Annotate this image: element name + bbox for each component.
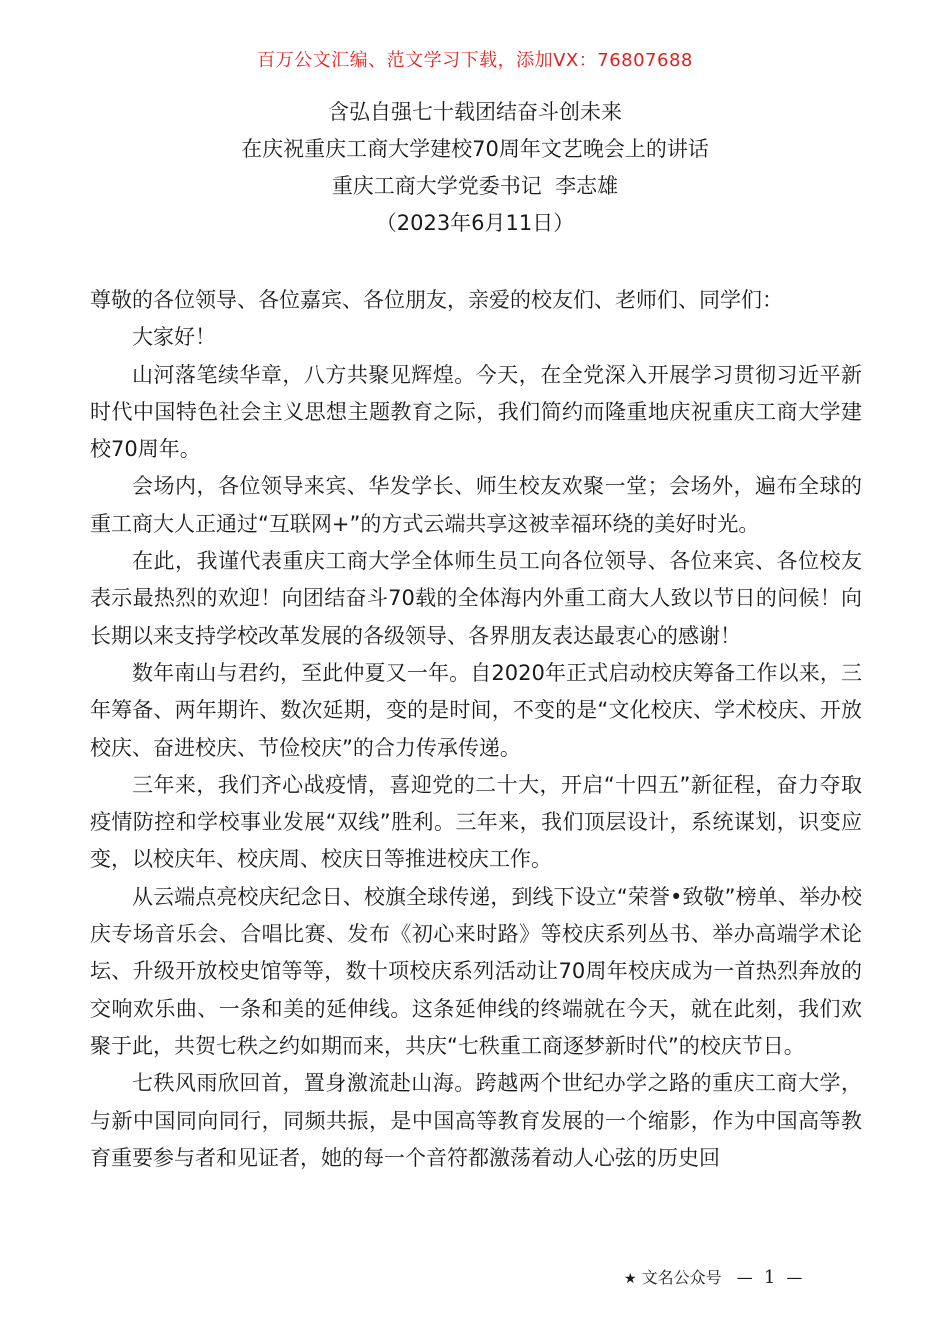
paragraph: 从云端点亮校庆纪念日、校旗全球传递，到线下设立“荣誉•致敬”榜单、举办校庆专场音乐会、合唱比赛、发布《初心来时路》等校庆系列丛书、举办高端学术论坛、升级开放校史馆等等，数十项校庆系列活动让70周年校庆成为一首热烈奔放的交响欢乐曲、一条和美的延伸线。这条延伸线的终端就在今天，就在此刻，我们欢聚于此，共贺七秩之约如期而来，共庆“七秩重工商逐梦新时代”的校庆节日。 xyxy=(90,884,862,1058)
speech-subtitle: 在庆祝重庆工商大学建校70周年文艺晚会上的讲话 xyxy=(241,137,709,161)
paragraph: 数年南山与君约，至此仲夏又一年。自2020年正式启动校庆筹备工作以来，三年筹备、两年期许、数次延期，变的是时间，不变的是“文化校庆、学术校庆、开放校庆、奋进校庆、节俭校庆”的合力传承传递。 xyxy=(90,660,862,760)
paragraph: 山河落笔续华章，八方共聚见辉煌。今天，在全党深入开展学习贯彻习近平新时代中国特色社会主义思想主题教育之际，我们简约而隆重地庆祝重庆工商大学建校70周年。 xyxy=(90,362,862,462)
speech-date: （2023年6月11日） xyxy=(375,211,575,235)
paragraph: 会场内，各位领导来宾、华发学长、师生校友欢聚一堂；会场外，遍布全球的重工商大人正通过“互联网+”的方式云端共享这被幸福环绕的美好时光。 xyxy=(90,474,862,536)
paragraph: 三年来，我们齐心战疫情，喜迎党的二十大，开启“十四五”新征程，奋力夺取疫情防控和学校事业发展“双线”胜利。三年来，我们顶层设计，系统谋划，识变应变，以校庆年、校庆周、校庆日等推进校庆工作。 xyxy=(90,772,862,872)
speech-title: 含弘自强七十载团结奋斗创未来 xyxy=(328,100,622,124)
footer-dash-right: — xyxy=(786,1268,803,1287)
page-footer xyxy=(624,1265,802,1288)
salutation: 尊敬的各位领导、各位嘉宾、各位朋友，亲爱的校友们、老师们、同学们： xyxy=(90,288,783,312)
page-number: 1 xyxy=(763,1267,776,1288)
footer-label: 文名公众号 xyxy=(641,1268,722,1287)
paragraph: 七秩风雨欣回首，置身激流赴山海。跨越两个世纪办学之路的重庆工商大学，与新中国同向同行，同频共振，是中国高等教育发展的一个缩影，作为中国高等教育重要参与者和见证者，她的每一个音符都激荡着动人心弦的历史回 xyxy=(90,1071,862,1170)
star-icon: ★ xyxy=(624,1271,637,1287)
paragraph: 在此，我谨代表重庆工商大学全体师生员工向各位领导、各位来宾、各位校友表示最热烈的欢迎！向团结奋斗70载的全体海内外重工商大人致以节日的问候！向长期以来支持学校改革发展的各级领导、各界朋友表达最衷心的感谢！ xyxy=(90,549,862,648)
speaker-line: 重庆工商大学党委书记 李志雄 xyxy=(331,174,619,198)
speech-body xyxy=(90,282,862,1177)
watermark-text: 百万公文汇编、范文学习下载，添加VX：76807688 xyxy=(257,50,693,71)
paragraph: 大家好！ xyxy=(132,325,216,350)
footer-dash-left: — xyxy=(736,1268,753,1287)
title-block xyxy=(0,94,950,242)
